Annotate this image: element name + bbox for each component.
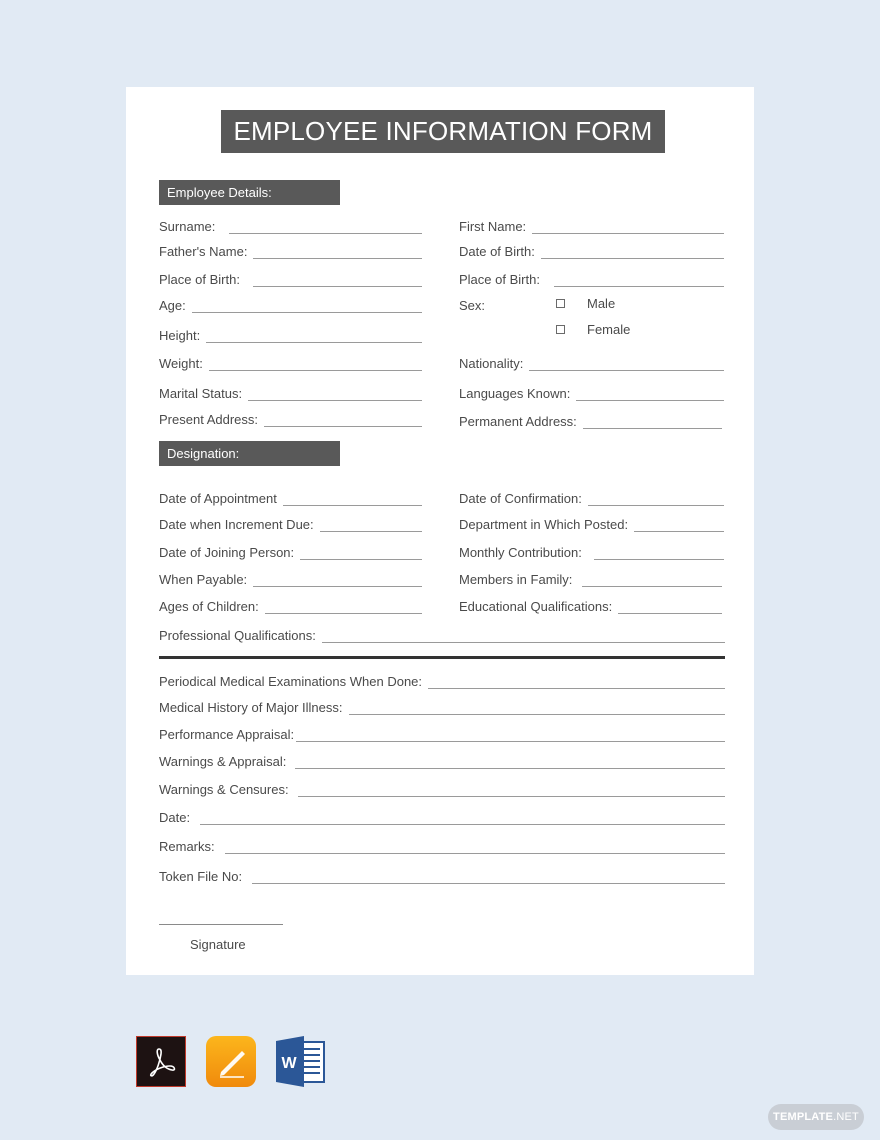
- word-glyph: [276, 1036, 326, 1087]
- field-label: Place of Birth:: [159, 272, 240, 287]
- field-label: Date when Increment Due:: [159, 517, 314, 532]
- input-line[interactable]: [582, 575, 722, 587]
- template-net-watermark[interactable]: [768, 1104, 864, 1130]
- checkbox-male[interactable]: [556, 299, 565, 308]
- field-label: Date:: [159, 810, 191, 825]
- height-field[interactable]: [159, 326, 422, 344]
- input-line[interactable]: [265, 602, 422, 614]
- watermark-tld: .NET: [833, 1111, 859, 1123]
- field-label: When Payable:: [159, 572, 248, 587]
- input-line[interactable]: [225, 842, 725, 854]
- department-posted-field[interactable]: [459, 515, 724, 533]
- section-employee-details: Employee Details:: [159, 180, 340, 205]
- watermark-brand: TEMPLATE: [773, 1111, 834, 1123]
- section-divider: [159, 656, 725, 659]
- pdf-icon[interactable]: [136, 1036, 186, 1087]
- input-line[interactable]: [200, 813, 725, 825]
- pages-icon[interactable]: [206, 1036, 256, 1087]
- input-line[interactable]: [253, 275, 422, 287]
- field-label: First Name:: [459, 219, 527, 234]
- performance-appraisal-field[interactable]: [159, 725, 725, 743]
- remarks-field[interactable]: [159, 837, 725, 855]
- input-line[interactable]: [322, 631, 725, 643]
- option-label: Male: [587, 296, 616, 311]
- input-line[interactable]: [296, 730, 725, 742]
- monthly-contribution-field[interactable]: [459, 543, 724, 561]
- input-line[interactable]: [541, 247, 724, 259]
- medical-history-field[interactable]: [159, 698, 725, 716]
- date-of-joining-field[interactable]: [159, 543, 422, 561]
- fathers-name-field[interactable]: [159, 242, 422, 260]
- field-label: Remarks:: [159, 839, 215, 854]
- weight-field[interactable]: [159, 354, 422, 372]
- input-line[interactable]: [298, 785, 725, 797]
- format-icons: [136, 1036, 326, 1087]
- field-label: Medical History of Major Illness:: [159, 700, 343, 715]
- field-label: Present Address:: [159, 412, 258, 427]
- field-label: Surname:: [159, 219, 216, 234]
- medical-examinations-field[interactable]: [159, 672, 725, 690]
- date-of-birth-field[interactable]: [459, 242, 724, 260]
- input-line[interactable]: [192, 301, 422, 313]
- sex-label-field: [459, 296, 519, 314]
- option-label: Female: [587, 322, 631, 337]
- field-label: Educational Qualifications:: [459, 599, 613, 614]
- input-line[interactable]: [588, 494, 724, 506]
- input-line[interactable]: [248, 389, 422, 401]
- input-line[interactable]: [618, 602, 722, 614]
- date-of-appointment-field[interactable]: [159, 489, 422, 507]
- input-line[interactable]: [583, 417, 722, 429]
- field-label: Languages Known:: [459, 386, 571, 401]
- members-in-family-field[interactable]: [459, 570, 722, 588]
- field-label: Warnings & Appraisal:: [159, 754, 287, 769]
- input-line[interactable]: [283, 494, 422, 506]
- present-address-field[interactable]: [159, 410, 422, 428]
- date-field[interactable]: [159, 808, 725, 826]
- age-field[interactable]: [159, 296, 422, 314]
- field-label: Father's Name:: [159, 244, 248, 259]
- svg-text:W: W: [281, 1055, 297, 1072]
- input-line[interactable]: [206, 331, 422, 343]
- when-payable-field[interactable]: [159, 570, 422, 588]
- section-designation: Designation:: [159, 441, 340, 466]
- field-label: Warnings & Censures:: [159, 782, 289, 797]
- place-of-birth-field[interactable]: [159, 270, 422, 288]
- field-label: Date of Appointment: [159, 491, 277, 506]
- input-line[interactable]: [576, 389, 724, 401]
- input-line[interactable]: [252, 872, 725, 884]
- input-line[interactable]: [320, 520, 422, 532]
- warnings-censures-field[interactable]: [159, 780, 725, 798]
- input-line[interactable]: [554, 275, 724, 287]
- acrobat-glyph: [144, 1045, 178, 1079]
- marital-status-field[interactable]: [159, 384, 422, 402]
- field-label: Nationality:: [459, 356, 524, 371]
- input-line[interactable]: [532, 222, 724, 234]
- surname-field[interactable]: [159, 217, 422, 235]
- ages-of-children-field[interactable]: [159, 597, 422, 615]
- input-line[interactable]: [428, 677, 725, 689]
- field-label: Department in Which Posted:: [459, 517, 629, 532]
- input-line[interactable]: [529, 359, 724, 371]
- pen-glyph: [212, 1043, 250, 1081]
- checkbox-female[interactable]: [556, 325, 565, 334]
- input-line[interactable]: [253, 247, 422, 259]
- field-label: Date of Joining Person:: [159, 545, 295, 560]
- field-label: Permanent Address:: [459, 414, 577, 429]
- nationality-field[interactable]: [459, 354, 724, 372]
- signature-line[interactable]: [159, 924, 283, 925]
- sex-option-male[interactable]: [556, 296, 615, 311]
- input-line[interactable]: [300, 548, 422, 560]
- date-of-confirmation-field[interactable]: [459, 489, 724, 507]
- field-label: Periodical Medical Examinations When Done:: [159, 674, 423, 689]
- warnings-appraisal-field[interactable]: [159, 752, 725, 770]
- field-label: Age:: [159, 298, 186, 313]
- field-label: Marital Status:: [159, 386, 243, 401]
- input-line[interactable]: [264, 415, 422, 427]
- input-line[interactable]: [634, 520, 724, 532]
- form-page: [126, 87, 754, 975]
- input-line[interactable]: [229, 222, 422, 234]
- field-label: Height:: [159, 328, 201, 343]
- field-label: Sex:: [459, 298, 486, 313]
- field-label: Date of Birth:: [459, 244, 535, 259]
- first-name-field[interactable]: [459, 217, 724, 235]
- field-label: Weight:: [159, 356, 203, 371]
- permanent-address-field[interactable]: [459, 412, 722, 430]
- form-title: EMPLOYEE INFORMATION FORM: [221, 110, 665, 153]
- field-label: Monthly Contribution:: [459, 545, 582, 560]
- field-label: Token File No:: [159, 869, 243, 884]
- field-label: Performance Appraisal:: [159, 727, 295, 742]
- input-line[interactable]: [209, 359, 422, 371]
- languages-known-field[interactable]: [459, 384, 724, 402]
- field-label: Professional Qualifications:: [159, 628, 316, 643]
- input-line[interactable]: [253, 575, 422, 587]
- input-line[interactable]: [295, 757, 725, 769]
- input-line[interactable]: [349, 703, 726, 715]
- input-line[interactable]: [594, 548, 724, 560]
- signature-label: Signature: [190, 937, 246, 952]
- token-file-no-field[interactable]: [159, 867, 725, 885]
- field-label: Members in Family:: [459, 572, 573, 587]
- word-icon[interactable]: [276, 1036, 326, 1087]
- date-increment-due-field[interactable]: [159, 515, 422, 533]
- field-label: Date of Confirmation:: [459, 491, 582, 506]
- professional-qualifications-field[interactable]: [159, 626, 725, 644]
- educational-qualifications-field[interactable]: [459, 597, 722, 615]
- field-label: Place of Birth:: [459, 272, 540, 287]
- place-of-birth-right-field[interactable]: [459, 270, 724, 288]
- field-label: Ages of Children:: [159, 599, 259, 614]
- sex-option-female[interactable]: [556, 322, 630, 337]
